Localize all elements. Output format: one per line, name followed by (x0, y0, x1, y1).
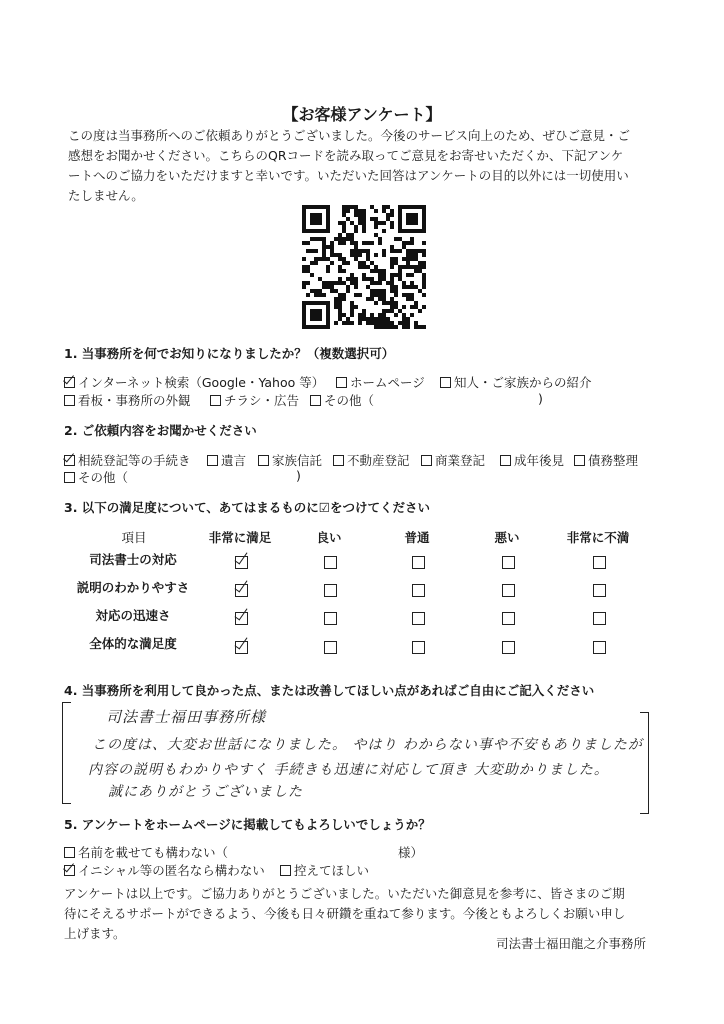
checkbox[interactable] (333, 455, 344, 466)
rating-checkbox[interactable] (502, 584, 515, 597)
handwritten-line: 内容の説明もわかりやすく 手続きも迅速に対応して頂き 大変助かりました。 (88, 762, 609, 778)
rating-checkbox[interactable] (502, 612, 515, 625)
closing-line: 待にそえるサポートができるよう、今後も日々研鑽を重ねて参ります。今後ともよろしくお願い申し (64, 906, 626, 921)
rating-checkbox[interactable] (502, 641, 515, 654)
q2-option-guardianship[interactable]: 成年後見 (500, 451, 564, 469)
rating-checkbox[interactable] (593, 556, 606, 569)
q2-option-other[interactable]: その他（ (64, 468, 128, 486)
q1-option-other[interactable]: その他（ (310, 391, 374, 409)
rating-checkbox[interactable] (324, 612, 337, 625)
question-5-label: 5. アンケートをホームページに掲載してもよろしいでしょうか？ (64, 817, 431, 832)
checkbox[interactable] (207, 455, 218, 466)
checkbox[interactable] (500, 455, 511, 466)
intro-line: この度は当事務所へのご依頼ありがとうございました。今後のサービス向上のため、ぜひご意見・ご (68, 128, 631, 143)
item-header: 項目 (121, 530, 147, 545)
rating-checkbox[interactable] (412, 612, 425, 625)
rating-checkbox[interactable] (324, 556, 337, 569)
closing-line: 上げます。 (64, 926, 126, 941)
q1-option-signboard[interactable]: 看板・事務所の外観 (64, 391, 191, 409)
qr-code[interactable] (302, 205, 426, 329)
checkbox[interactable] (574, 455, 585, 466)
checkbox[interactable] (440, 377, 451, 388)
rating-checkbox[interactable] (593, 584, 606, 597)
checkbox[interactable] (64, 472, 75, 483)
row-label-clarity: 説明のわかりやすさ (76, 580, 190, 595)
column-bad: 悪い (494, 530, 520, 545)
question-1-label: 1. 当事務所を何でお知りになりましたか？（複数選択可） (64, 346, 395, 361)
question-4-label: 4. 当事務所を利用して良かった点、または改善してほしい点があればご自由にご記入ください (64, 683, 595, 698)
checkbox[interactable] (64, 847, 75, 858)
checkbox[interactable] (64, 865, 75, 876)
q1-option-flyer[interactable]: チラシ・広告 (210, 391, 299, 409)
q1-option-referral[interactable]: 知人・ご家族からの紹介 (440, 373, 592, 391)
rating-checkbox[interactable] (235, 612, 248, 625)
q1-option-homepage[interactable]: ホームページ (336, 373, 425, 391)
column-very-dissatisfied: 非常に不満 (566, 530, 630, 545)
checkbox[interactable] (421, 455, 432, 466)
checkbox[interactable] (310, 395, 321, 406)
checkbox[interactable] (64, 377, 75, 388)
handwritten-line: 誠にありがとうございました (108, 784, 303, 800)
office-signature: 司法書士福田龍之介事務所 (496, 936, 647, 951)
checkbox[interactable] (210, 395, 221, 406)
q2-option-commercial[interactable]: 商業登記 (421, 451, 485, 469)
checkbox[interactable] (64, 455, 75, 466)
q5-option-with-name[interactable]: 名前を載せても構わない（ (64, 843, 228, 861)
rating-checkbox[interactable] (593, 641, 606, 654)
rating-checkbox[interactable] (412, 556, 425, 569)
question-3-label: 3. 以下の満足度について、あてはまるものに☑をつけてください (64, 500, 431, 515)
q1-other-close: ) (538, 391, 543, 406)
checkbox[interactable] (280, 865, 291, 876)
handwritten-line: この度は、大変お世話になりました。 やはり わからない事や不安もありましたが (92, 737, 643, 753)
q5-option-anonymous[interactable]: イニシャル等の匿名なら構わない (64, 861, 265, 879)
q1-option-internet[interactable]: インターネット検索（Google・Yahoo 等） (64, 373, 324, 391)
column-very-satisfied: 非常に満足 (208, 530, 272, 545)
rating-checkbox[interactable] (235, 641, 248, 654)
q2-option-real-estate[interactable]: 不動産登記 (333, 451, 410, 469)
closing-line: アンケートは以上です。ご協力ありがとうございました。いただいた御意見を参考に、皆さまのご期 (64, 886, 625, 901)
q2-option-family-trust[interactable]: 家族信託 (258, 451, 322, 469)
q5-option-decline[interactable]: 控えてほしい (280, 861, 369, 879)
intro-line: 感想をお聞かせください。こちらのQRコードを読み取ってご意見をお寄せいただくか、下記アンケ (68, 148, 624, 163)
survey-title: 【お客様アンケート】 (282, 105, 442, 124)
column-good: 良い (316, 530, 342, 545)
rating-checkbox[interactable] (593, 612, 606, 625)
rating-checkbox[interactable] (412, 641, 425, 654)
rating-checkbox[interactable] (324, 584, 337, 597)
q2-option-debt[interactable]: 債務整理 (574, 451, 638, 469)
answer-box-right-bracket (640, 712, 649, 814)
rating-checkbox[interactable] (502, 556, 515, 569)
checkbox[interactable] (258, 455, 269, 466)
q5-name-suffix: 様） (398, 845, 424, 860)
handwritten-line: 司法書士福田事務所様 (106, 708, 267, 726)
q2-option-will[interactable]: 遺言 (207, 451, 246, 469)
intro-line: ートへのご協力をいただけますと幸いです。いただいた回答はアンケートの目的以外には一切使用い (68, 168, 629, 183)
row-label-overall: 全体的な満足度 (89, 636, 177, 651)
q2-other-close: ) (296, 468, 301, 483)
answer-box-left-bracket (62, 702, 71, 804)
rating-checkbox[interactable] (324, 641, 337, 654)
row-label-speed: 対応の迅速さ (95, 608, 171, 623)
q2-option-inheritance[interactable]: 相続登記等の手続き (64, 451, 191, 469)
question-2-label: 2. ご依頼内容をお聞かせください (64, 423, 257, 438)
row-label-attorney-response: 司法書士の対応 (89, 552, 177, 567)
rating-checkbox[interactable] (235, 584, 248, 597)
intro-paragraph (68, 126, 630, 206)
column-average: 普通 (404, 530, 430, 545)
rating-checkbox[interactable] (235, 556, 248, 569)
rating-checkbox[interactable] (412, 584, 425, 597)
checkbox[interactable] (64, 395, 75, 406)
checkbox[interactable] (336, 377, 347, 388)
intro-line: たしません。 (68, 188, 144, 203)
